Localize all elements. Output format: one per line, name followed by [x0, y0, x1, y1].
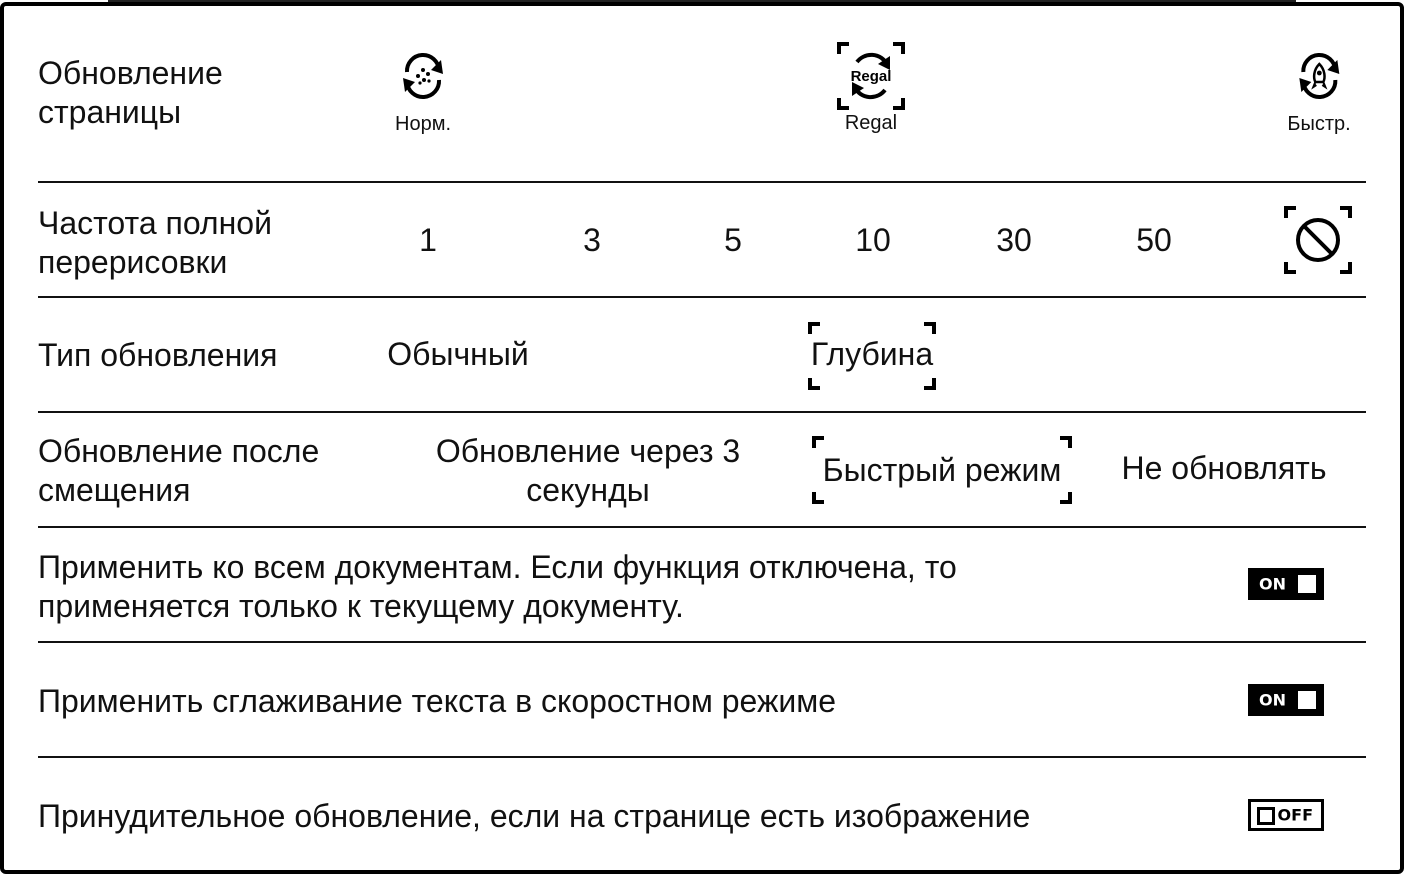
divider	[38, 641, 1366, 643]
page-refresh-row	[38, 50, 1366, 150]
divider	[38, 526, 1366, 528]
smoothing-label: Применить сглаживание текста в скоростном режиме	[38, 683, 837, 719]
refresh-regal-option[interactable]	[837, 42, 905, 135]
refresh-normal-icon	[397, 50, 449, 102]
refresh-fast-icon	[1293, 50, 1345, 102]
smoothing-row	[38, 662, 1366, 746]
selection-brackets	[837, 42, 905, 110]
refresh-normal-caption: Норм.	[395, 113, 451, 135]
toggle-knob	[1298, 691, 1316, 709]
full-redraw-row	[38, 200, 1366, 284]
refresh-normal-option[interactable]	[395, 50, 451, 136]
page-refresh-label: Обновление страницы	[38, 55, 223, 130]
redraw-option-3[interactable]: 3	[583, 222, 601, 258]
redraw-option-10[interactable]: 10	[855, 222, 891, 258]
no-symbol-icon	[1294, 216, 1342, 264]
refresh-type-depth-option[interactable]	[808, 322, 936, 390]
redraw-off-option[interactable]	[1284, 206, 1352, 274]
after-scroll-fast: Быстрый режим	[822, 452, 1062, 488]
regal-icon-text: Regal	[850, 68, 892, 85]
forced-refresh-toggle[interactable]	[1248, 799, 1324, 831]
toggle-state: ON	[1259, 690, 1286, 710]
refresh-fast-caption: Быстр.	[1287, 113, 1351, 135]
forced-refresh-label: Принудительное обновление, если на странице есть изображение	[38, 798, 1031, 834]
apply-all-row	[38, 546, 1366, 630]
toggle-knob	[1298, 575, 1316, 593]
redraw-option-5[interactable]: 5	[724, 222, 742, 258]
after-scroll-3-seconds[interactable]: Обновление через 3 секунды	[435, 433, 741, 508]
apply-all-label: Применить ко всем документам. Если функция отключена, то применяется только к текущему документу.	[38, 549, 957, 624]
divider	[38, 756, 1366, 758]
apply-all-toggle[interactable]	[1248, 568, 1324, 600]
refresh-type-label: Тип обновления	[38, 337, 278, 373]
refresh-regal-caption: Regal	[844, 112, 898, 134]
divider	[38, 411, 1366, 413]
refresh-type-normal[interactable]: Обычный	[387, 336, 529, 372]
refresh-type-row	[38, 316, 1366, 400]
forced-refresh-row	[38, 777, 1366, 861]
redraw-option-1[interactable]: 1	[419, 222, 437, 258]
toggle-knob	[1257, 807, 1275, 825]
divider	[38, 181, 1366, 183]
divider	[38, 296, 1366, 298]
toggle-state: OFF	[1277, 805, 1313, 825]
refresh-regal-icon	[845, 50, 897, 102]
smoothing-toggle[interactable]	[1248, 684, 1324, 716]
full-redraw-label: Частота полной перерисовки	[38, 205, 272, 280]
refresh-type-depth: Глубина	[810, 336, 934, 372]
redraw-option-50[interactable]: 50	[1136, 222, 1172, 258]
after-scroll-none[interactable]: Не обновлять	[1121, 450, 1327, 486]
after-scroll-row	[38, 430, 1366, 514]
after-scroll-label: Обновление после смещения	[38, 433, 320, 508]
after-scroll-fast-option[interactable]	[812, 436, 1072, 504]
redraw-option-30[interactable]: 30	[996, 222, 1032, 258]
refresh-fast-option[interactable]	[1287, 50, 1350, 136]
toggle-state: ON	[1259, 574, 1286, 594]
